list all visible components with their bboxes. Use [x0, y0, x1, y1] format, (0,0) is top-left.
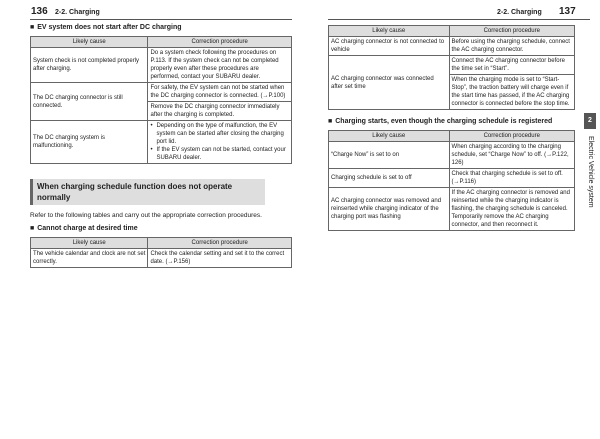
procedure-text: Connect the AC charging connector before the time set in “Start”. — [451, 58, 565, 72]
column-header-procedure: Correction procedure — [449, 26, 574, 37]
column-header-cause: Likely cause — [31, 37, 148, 48]
section-heading-text: Cannot charge at desired time — [37, 225, 138, 232]
table-row — [329, 56, 575, 110]
section-heading-text: Charging starts, even though the charging schedule is registered — [335, 118, 553, 125]
table-row — [31, 48, 292, 83]
column-header-cause: Likely cause — [329, 131, 450, 142]
table-header-row — [329, 26, 575, 37]
section-heading-desired-time — [30, 224, 292, 233]
procedure-cell — [148, 121, 292, 164]
charging-starts-table — [328, 130, 575, 231]
table-row — [31, 83, 292, 121]
ev-not-start-table — [30, 36, 292, 164]
procedure-cell — [449, 37, 574, 56]
right-header-rule — [328, 19, 590, 20]
intro-paragraph: Refer to the following tables and carry out the appropriate correction procedures. — [30, 212, 262, 219]
right-chapter-title: 2-2. Charging — [497, 9, 542, 16]
desired-time-table — [30, 237, 292, 268]
left-page-number: 136 — [31, 6, 48, 17]
left-chapter-title: 2-2. Charging — [55, 9, 100, 16]
procedure-cell: If the AC charging connector is removed and reinserted while the charging indicator is flashing, the charging schedule is canceled. Temporarily remove the AC charging connector, and then reconnect it. — [449, 188, 574, 231]
left-header-rule — [30, 19, 292, 20]
procedure-text: Do a system check following the procedures on P.113. If the system check can not be completed properly even after these procedures are performed, contact your SUBARU dealer. — [150, 50, 279, 80]
table-row — [329, 169, 575, 188]
column-header-procedure: Correction procedure — [148, 37, 292, 48]
bullet-item — [150, 146, 289, 162]
column-header-procedure: Correction procedure — [148, 238, 292, 249]
cause-cell: Charging schedule is set to off — [329, 169, 450, 188]
section-heading-ev-not-start — [30, 23, 292, 32]
cause-cell: The vehicle calendar and clock are not set correctly. — [31, 249, 148, 268]
section-heading-charging-starts — [328, 117, 575, 126]
cause-cell: AC charging connector was removed and reinserted while charging indicator of the charging port was flashing — [329, 188, 450, 231]
procedure-text: For safety, the EV system can not be started when the DC charging connector is connected. (→P.100) — [150, 85, 286, 99]
table-row — [31, 249, 292, 268]
table-header-row — [31, 37, 292, 48]
section-heading-text: EV system does not start after DC charging — [37, 24, 182, 31]
procedure-cell: When charging according to the charging schedule, set “Charge Now” to off. (→P.122, 126) — [449, 142, 574, 169]
procedure-cell: Check the calendar setting and set it to the correct date. (→P.156) — [148, 249, 292, 268]
table-row — [31, 121, 292, 164]
dot-bullet-icon: • — [150, 147, 153, 153]
table-row — [329, 188, 575, 231]
cause-cell: System check is not completed properly after charging. — [31, 48, 148, 83]
cause-cell: The DC charging connector is still connected. — [31, 83, 148, 121]
table-header-row — [329, 131, 575, 142]
procedure-cell — [449, 56, 574, 110]
cause-cell: AC charging connector was connected after set time — [329, 56, 450, 110]
charge-desired-time-continued-table — [328, 25, 575, 110]
right-column — [328, 25, 575, 231]
chapter-side-label: Electric Vehicle system — [587, 136, 594, 208]
bullet-item — [150, 122, 289, 146]
chapter-tab: 2 — [584, 113, 596, 129]
square-bullet-icon: ■ — [30, 225, 35, 232]
table-header-row — [31, 238, 292, 249]
bullet-item-text: Depending on the type of malfunction, the EV system can be started after closing the charging port lid. — [156, 123, 284, 145]
procedure-cell: Check that charging schedule is set to off. (→P.116) — [449, 169, 574, 188]
cause-cell: The DC charging system is malfunctioning. — [31, 121, 148, 164]
procedure-cell — [148, 48, 292, 83]
schedule-malfunction-banner: When charging schedule function does not operate normally — [30, 179, 265, 205]
column-header-procedure: Correction procedure — [449, 131, 574, 142]
square-bullet-icon: ■ — [328, 118, 333, 125]
column-header-cause: Likely cause — [31, 238, 148, 249]
square-bullet-icon: ■ — [30, 24, 35, 31]
table-row — [329, 142, 575, 169]
bullet-item-text: If the EV system can not be started, contact your SUBARU dealer. — [156, 147, 286, 161]
left-column — [30, 23, 292, 268]
table-row — [329, 37, 575, 56]
right-page-number: 137 — [559, 6, 576, 17]
cause-cell: AC charging connector is not connected to vehicle — [329, 37, 450, 56]
dot-bullet-icon: • — [150, 123, 153, 129]
procedure-text: When the charging mode is set to “Start-Stop”, the traction battery will charge even if the start time has passed, if the AC charging connector is connected before the stop time. — [450, 74, 574, 108]
procedure-text: Before using the charging schedule, connect the AC charging connector. — [451, 39, 570, 53]
cause-cell: “Charge Now” is set to on — [329, 142, 450, 169]
column-header-cause: Likely cause — [329, 26, 450, 37]
procedure-cell — [148, 83, 292, 121]
procedure-text: Remove the DC charging connector immediately after the charging is completed. — [148, 101, 291, 119]
